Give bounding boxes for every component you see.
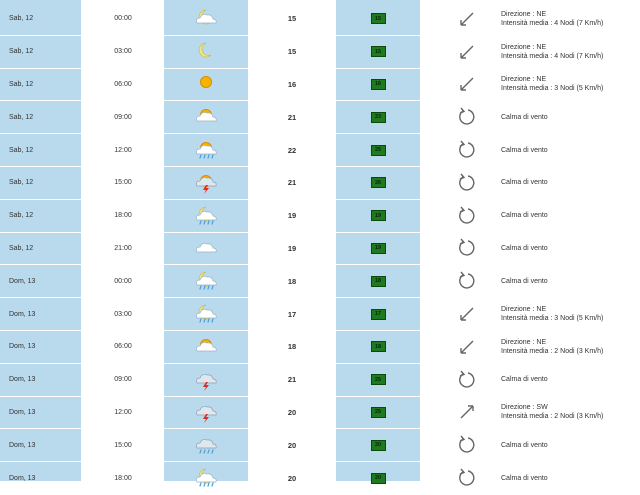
weather-icon: [164, 69, 248, 101]
perceived-temp-cell: [336, 69, 420, 101]
perceived-temp-cell: [336, 298, 420, 330]
calm-icon: [457, 173, 477, 193]
sun-cloud-icon: [191, 334, 221, 360]
perceived-temp-badge: 25: [371, 145, 386, 156]
weather-icon: [164, 298, 248, 330]
wind-calm-text: Calma di vento: [501, 244, 548, 252]
forecast-row: [0, 331, 640, 364]
wind-speed: Intensità media : 3 Nodi (5 Km/h): [501, 315, 604, 323]
temperature-value: 21: [287, 112, 297, 122]
sun-icon: [191, 71, 221, 97]
arrow-ne-icon: [457, 42, 477, 62]
calm-icon: [457, 435, 477, 455]
perceived-temp-cell: [336, 331, 420, 363]
calm-icon: [457, 271, 477, 291]
perceived-temp-badge: 16: [371, 79, 386, 90]
temperature-value: 18: [287, 276, 297, 286]
wind-icon: [446, 233, 488, 265]
weather-icon: [164, 265, 248, 297]
calm-icon: [457, 140, 477, 160]
perceived-temp-cell: [336, 134, 420, 166]
perceived-temp-cell: [336, 265, 420, 297]
cloud-rain-icon: [191, 432, 221, 458]
temperature-value: 20: [287, 440, 297, 450]
wind-info: [501, 429, 640, 461]
moon-cloud-icon: [191, 6, 221, 32]
day-label: Dom, 13: [9, 408, 36, 416]
wind-direction: Direzione : NE: [501, 76, 547, 84]
perceived-temp-badge: 20: [371, 473, 386, 484]
perceived-temp-cell: [336, 101, 420, 133]
time-label: 12:00: [114, 146, 132, 154]
temperature-value: 19: [287, 211, 297, 221]
sun-storm-icon: [191, 170, 221, 196]
perceived-temp-cell: [336, 397, 420, 429]
arrow-ne-icon: [457, 9, 477, 29]
weather-icon: [164, 462, 248, 494]
wind-direction: Direzione : NE: [501, 43, 547, 51]
wind-calm-text: Calma di vento: [501, 113, 548, 121]
weather-icon: [164, 397, 248, 429]
wind-speed: Intensità media : 2 Nodi (3 Km/h): [501, 413, 604, 421]
forecast-row: [0, 200, 640, 233]
day-label: Sab, 12: [9, 15, 34, 23]
day-label: Dom, 13: [9, 277, 36, 285]
wind-info: [501, 331, 640, 363]
wind-icon: [446, 69, 488, 101]
weather-icon: [164, 3, 248, 35]
temperature-value: 18: [287, 342, 297, 352]
moon-rain-icon: [191, 268, 221, 294]
perceived-temp-cell: [336, 429, 420, 461]
temperature-value: 15: [287, 14, 297, 24]
perceived-temp-cell: [336, 462, 420, 494]
wind-info: [501, 233, 640, 265]
weather-icon: [164, 167, 248, 199]
day-label: Sab, 12: [9, 244, 34, 252]
wind-speed: Intensità media : 4 Nodi (7 Km/h): [501, 52, 604, 60]
forecast-row: [0, 36, 640, 69]
wind-info: [501, 167, 640, 199]
forecast-row: [0, 462, 640, 495]
wind-direction: Direzione : SW: [501, 404, 548, 412]
wind-icon: [446, 397, 488, 429]
cloud-icon: [191, 235, 221, 261]
wind-icon: [446, 298, 488, 330]
perceived-temp-badge: 25: [371, 407, 386, 418]
wind-info: [501, 462, 640, 494]
temperature-value: 19: [287, 243, 297, 253]
weather-icon: [164, 200, 248, 232]
wind-calm-text: Calma di vento: [501, 474, 548, 482]
weather-icon: [164, 36, 248, 68]
sun-rain-icon: [191, 137, 221, 163]
forecast-row: [0, 429, 640, 462]
wind-speed: Intensità media : 3 Nodi (5 Km/h): [501, 85, 604, 93]
wind-info: [501, 36, 640, 68]
wind-detail: [501, 75, 603, 93]
day-label: Dom, 13: [9, 343, 36, 351]
sun-cloud-icon: [191, 104, 221, 130]
wind-calm-text: Calma di vento: [501, 212, 548, 220]
perceived-temp-cell: [336, 233, 420, 265]
wind-calm-text: Calma di vento: [501, 376, 548, 384]
day-label: Dom, 13: [9, 441, 36, 449]
forecast-row: [0, 298, 640, 331]
wind-detail: [501, 403, 603, 421]
moon-rain-icon: [191, 465, 221, 491]
wind-direction: Direzione : NE: [501, 306, 547, 314]
arrow-sw-icon: [457, 402, 477, 422]
calm-icon: [457, 107, 477, 127]
wind-icon: [446, 101, 488, 133]
day-label: Sab, 12: [9, 179, 34, 187]
calm-icon: [457, 206, 477, 226]
perceived-temp-badge: 15: [371, 46, 386, 57]
wind-info: [501, 101, 640, 133]
wind-info: [501, 3, 640, 35]
time-label: 03:00: [114, 310, 132, 318]
wind-detail: [501, 305, 603, 323]
forecast-row: [0, 167, 640, 200]
forecast-row: [0, 69, 640, 102]
wind-speed: Intensità media : 2 Nodi (3 Km/h): [501, 347, 604, 355]
temperature-value: 20: [287, 473, 297, 483]
calm-icon: [457, 468, 477, 488]
day-label: Sab, 12: [9, 48, 34, 56]
wind-icon: [446, 364, 488, 396]
time-label: 15:00: [114, 441, 132, 449]
moon-rain-icon: [191, 301, 221, 327]
wind-direction: Direzione : NE: [501, 338, 547, 346]
time-label: 12:00: [114, 408, 132, 416]
forecast-row: [0, 397, 640, 430]
time-label: 21:00: [114, 244, 132, 252]
temperature-value: 15: [287, 47, 297, 57]
wind-icon: [446, 331, 488, 363]
wind-speed: Intensità media : 4 Nodi (7 Km/h): [501, 19, 604, 27]
perceived-temp-badge: 15: [371, 13, 386, 24]
perceived-temp-badge: 17: [371, 309, 386, 320]
perceived-temp-cell: [336, 200, 420, 232]
time-label: 18:00: [114, 212, 132, 220]
wind-icon: [446, 134, 488, 166]
day-label: Dom, 13: [9, 474, 36, 482]
wind-icon: [446, 167, 488, 199]
wind-info: [501, 397, 640, 429]
day-label: Sab, 12: [9, 80, 34, 88]
wind-calm-text: Calma di vento: [501, 277, 548, 285]
forecast-row: [0, 265, 640, 298]
perceived-temp-badge: 23: [371, 112, 386, 123]
wind-detail: [501, 10, 603, 28]
time-label: 09:00: [114, 113, 132, 121]
wind-info: [501, 69, 640, 101]
perceived-temp-cell: [336, 36, 420, 68]
perceived-temp-badge: 20: [371, 440, 386, 451]
calm-icon: [457, 238, 477, 258]
wind-icon: [446, 265, 488, 297]
moon-rain-icon: [191, 203, 221, 229]
forecast-row: [0, 364, 640, 397]
temperature-value: 16: [287, 79, 297, 89]
weather-icon: [164, 233, 248, 265]
perceived-temp-badge: 19: [371, 243, 386, 254]
temperature-value: 20: [287, 407, 297, 417]
day-label: Dom, 13: [9, 310, 36, 318]
wind-icon: [446, 36, 488, 68]
day-label: Sab, 12: [9, 146, 34, 154]
forecast-row: [0, 3, 640, 36]
time-label: 06:00: [114, 343, 132, 351]
day-label: Sab, 12: [9, 212, 34, 220]
wind-info: [501, 134, 640, 166]
wind-calm-text: Calma di vento: [501, 146, 548, 154]
temperature-value: 21: [287, 375, 297, 385]
weather-icon: [164, 134, 248, 166]
weather-icon: [164, 429, 248, 461]
wind-calm-text: Calma di vento: [501, 441, 548, 449]
time-label: 00:00: [114, 277, 132, 285]
forecast-row: [0, 101, 640, 134]
wind-detail: [501, 338, 603, 356]
temperature-value: 22: [287, 145, 297, 155]
perceived-temp-cell: [336, 3, 420, 35]
wind-info: [501, 265, 640, 297]
wind-detail: [501, 43, 603, 61]
cloud-storm-icon: [191, 367, 221, 393]
wind-info: [501, 200, 640, 232]
wind-icon: [446, 462, 488, 494]
weather-icon: [164, 331, 248, 363]
arrow-ne-icon: [457, 337, 477, 357]
time-label: 09:00: [114, 376, 132, 384]
arrow-ne-icon: [457, 74, 477, 94]
calm-icon: [457, 370, 477, 390]
time-label: 00:00: [114, 15, 132, 23]
time-label: 18:00: [114, 474, 132, 482]
day-label: Sab, 12: [9, 113, 34, 121]
wind-info: [501, 364, 640, 396]
wind-info: [501, 298, 640, 330]
arrow-ne-icon: [457, 304, 477, 324]
day-label: Dom, 13: [9, 376, 36, 384]
perceived-temp-cell: [336, 364, 420, 396]
perceived-temp-cell: [336, 167, 420, 199]
temperature-value: 21: [287, 178, 297, 188]
perceived-temp-badge: 25: [371, 374, 386, 385]
perceived-temp-badge: 18: [371, 341, 386, 352]
weather-icon: [164, 364, 248, 396]
wind-icon: [446, 3, 488, 35]
wind-icon: [446, 429, 488, 461]
temperature-value: 17: [287, 309, 297, 319]
forecast-row: [0, 134, 640, 167]
time-label: 06:00: [114, 80, 132, 88]
moon-icon: [191, 39, 221, 65]
wind-icon: [446, 200, 488, 232]
wind-direction: Direzione : NE: [501, 10, 547, 18]
perceived-temp-badge: 18: [371, 276, 386, 287]
perceived-temp-badge: 19: [371, 210, 386, 221]
time-label: 03:00: [114, 48, 132, 56]
cloud-storm-icon: [191, 399, 221, 425]
weather-icon: [164, 101, 248, 133]
wind-calm-text: Calma di vento: [501, 179, 548, 187]
forecast-table: [0, 3, 640, 495]
time-label: 15:00: [114, 179, 132, 187]
forecast-row: [0, 233, 640, 266]
perceived-temp-badge: 26: [371, 177, 386, 188]
